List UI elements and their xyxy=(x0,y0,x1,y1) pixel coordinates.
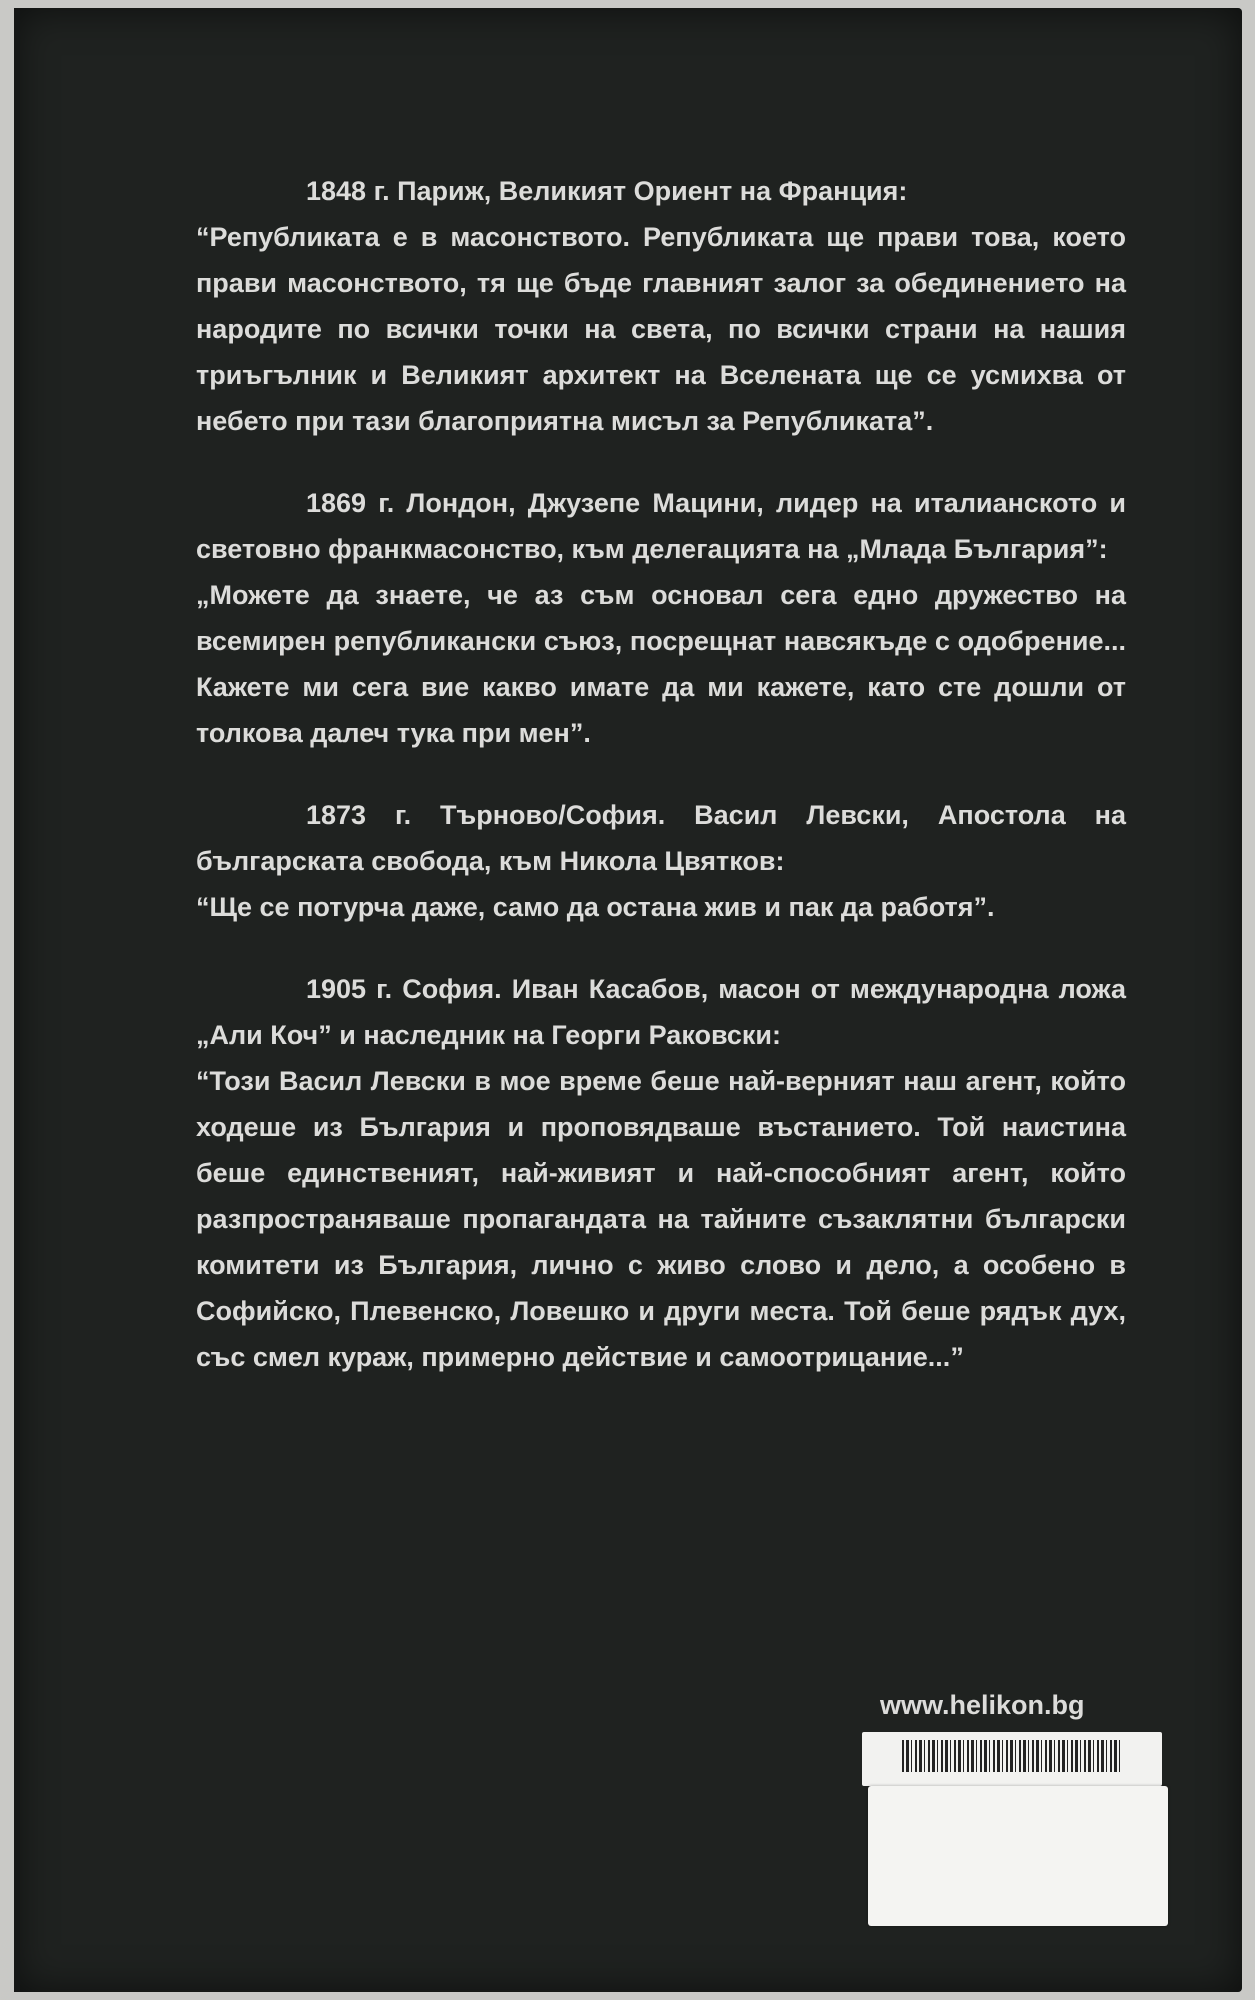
paragraph-1873 xyxy=(196,792,1126,930)
barcode-icon xyxy=(902,1740,1122,1772)
paragraph-1848 xyxy=(196,168,1126,444)
cover-text xyxy=(196,168,1126,1416)
paragraph-quote: “Този Васил Левски в мое време беше най-верният наш агент, който ходеше из България и проповядваше въстанието. Той наистина беше единственият, най-живият и най-способният агент, който разпространяваше пропагандата на тайните съзаклятни български комитети из България, лично с живо слово и дело, а особено в Софийско, Плевенско, Ловешко и други места. Той беше рядък дух, със смел кураж, примерно действие и самоотрицание...” xyxy=(196,1066,1126,1372)
spine-edge xyxy=(14,8,20,1992)
paragraph-heading: 1905 г. София. Иван Касабов, масон от международна ложа „Али Коч” и наследник на Георги Раковски: xyxy=(196,974,1126,1050)
barcode-sticker xyxy=(862,1732,1162,1786)
paragraph-quote: “Републиката е в масонството. Републиката ще прави това, което прави масонството, тя ще бъде главният залог за обединението на народите по всички точки на света, по всички страни на нашия триъгълник и Великият архитект на Вселената ще се усмихва от небето при тази благоприятна мисъл за Републиката”. xyxy=(196,222,1126,436)
blank-price-sticker xyxy=(868,1786,1168,1926)
paragraph-quote: „Можете да знаете, че аз съм основал сега едно дружество на всемирен републикански съюз, посрещнат навсякъде с одобрение... Кажете ми сега вие какво имате да ми кажете, като сте дошли от толкова далеч тука при мен”. xyxy=(196,580,1126,748)
paragraph-heading: 1848 г. Париж, Великият Ориент на Франция: xyxy=(306,176,908,206)
publisher-website: www.helikon.bg xyxy=(880,1690,1085,1720)
paragraph-heading: 1873 г. Търново/София. Васил Левски, Апостола на българската свобода, към Никола Цвятков: xyxy=(196,800,1126,876)
paragraph-heading: 1869 г. Лондон, Джузепе Мацини, лидер на италианското и световно франкмасонство, към делегацията на „Млада България”: xyxy=(196,488,1126,564)
paragraph-1869 xyxy=(196,480,1126,756)
paragraph-quote: “Ще се потурча даже, само да остана жив и пак да работя”. xyxy=(196,892,995,922)
paragraph-1905 xyxy=(196,966,1126,1380)
